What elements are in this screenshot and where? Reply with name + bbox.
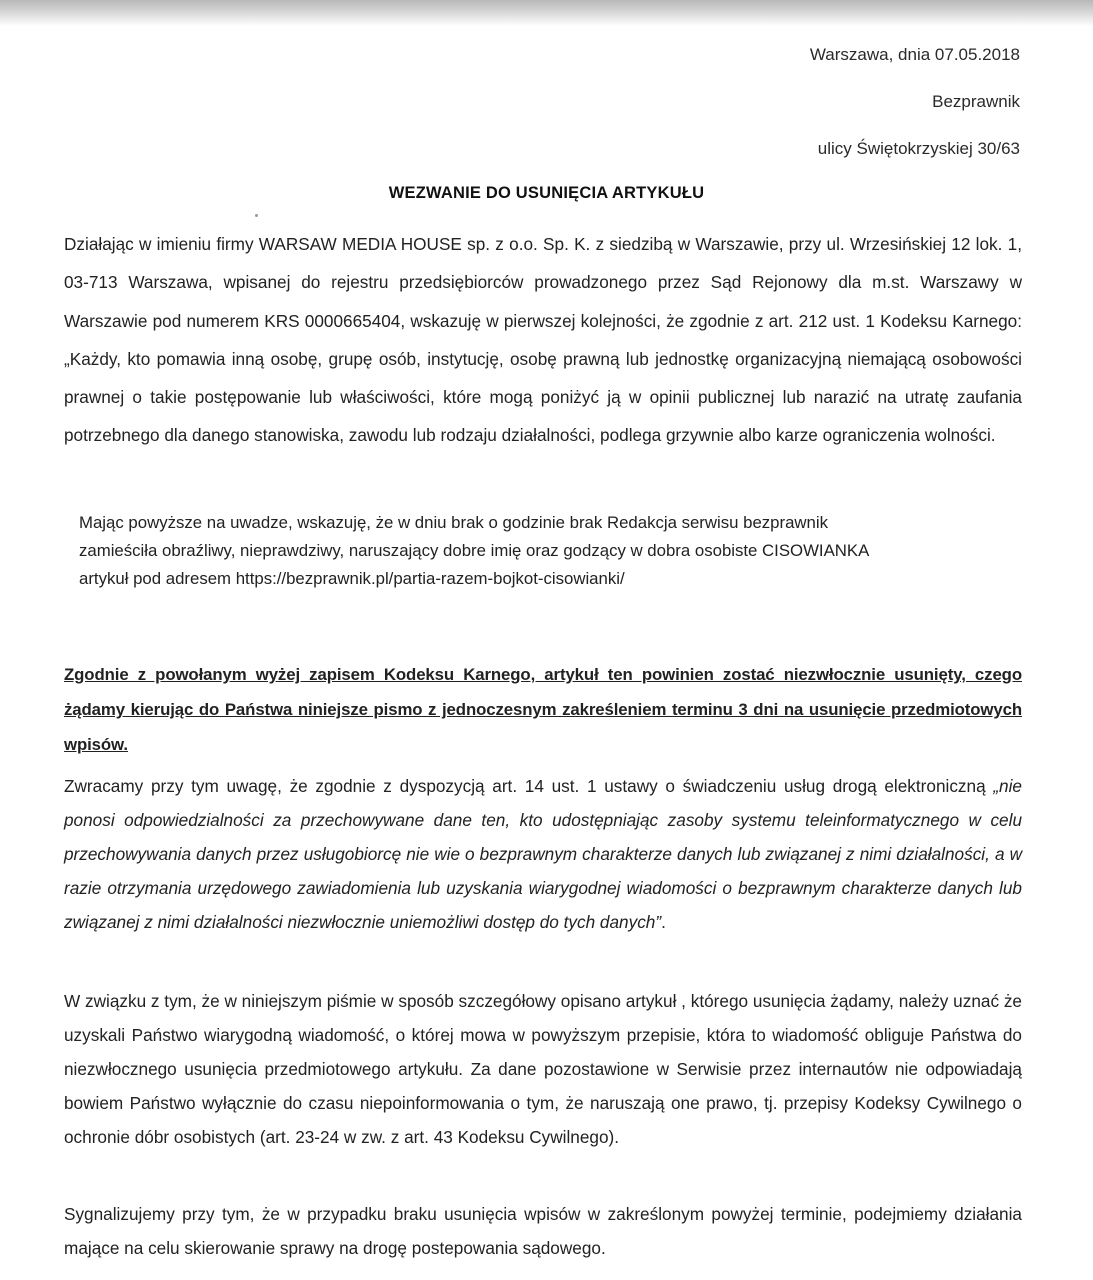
paragraph-legal-basis: Działając w imieniu firmy WARSAW MEDIA HOUSE sp. z o.o. Sp. K. z siedzibą w Warszawie, przy ul. Wrzesińskiej 12 lok. 1, 03-713 Warszawa, wpisanej do rejestru przedsiębiorców prowadzonego przez Sąd Rejonowy dla m.st. Warszawy w Warszawie pod numerem KRS 0000665404, wskazuję w pierwszej kolejności, że zgodnie z art. 212 ust. 1 Kodeksu Karnego: „Każdy, kto pomawia inną osobę, grupę osób, instytucję, osobę prawną lub jednostkę organizacyjną niemającą osobowości prawnej o takie postępowanie lub właściwości, które mogą poniżyć ją w opinii publicznej lub narazić na utratę zaufania potrzebnego dla danego stanowiska, zawodu lub rodzaju działalności, podlega grzywnie albo karze ograniczenia wolności. — [64, 234, 1022, 446]
citation-end: . — [661, 912, 666, 932]
recipient-address: ulicy Świętokrzyskiej 30/63 — [817, 139, 1020, 158]
paragraph-obligation: W związku z tym, że w niniejszym piśmie w sposób szczegółowy opisano artykuł , którego usunięcia żądamy, należy uznać że uzyskali Państwo wiarygodną wiadomość, o której mowa w powyższym przepisie, która to wiadomość obliguje Państwa do niezwłocznego usunięcia przedmiotowego artykułu. Za dane pozostawione w Serwisie przez internautów nie odpowiadają bowiem Państwo wyłącznie do czasu niepoinformowania o tym, że naruszają one prawo, tj. przepisy Kodeksy Cywilnego o ochronie dóbr osobistych (art. 23-24 w zw. z art. 43 Kodeksu Cywilnego). — [64, 991, 1022, 1147]
document-title: WEZWANIE DO USUNIĘCIA ARTYKUŁU — [388, 184, 705, 202]
place-date: Warszawa, dnia 07.05.2018 — [809, 45, 1020, 64]
paragraph-line: zamieściła obraźliwy, nieprawdziwy, naruszający dobre imię oraz godzący w dobra osobiste CISOWIANKA — [79, 541, 870, 560]
recipient-name: Bezprawnik — [932, 92, 1020, 111]
paragraph-law-citation — [64, 769, 1022, 939]
citation-quote: „nie ponosi odpowiedzialności za przechowywane dane ten, kto udostępniając zasoby systemu teleinformatycznego w celu przechowywania danych przez usługobiorcę nie wie o bezprawnym charakterze danych lub związanej z nimi działalności, a w razie otrzymania urzędowego zawiadomienia lub uzyskania wiarygodnej wiadomości o bezprawnym charakterze danych lub związanej z nimi działalności niezwłocznie uniemożliwi dostęp do tych danych” — [64, 776, 1022, 932]
paragraph-demand: Zgodnie z powołanym wyżej zapisem Kodeksu Karnego, artykuł ten powinien zostać niezwłocznie usunięty, czego żądamy kierując do Państwa niniejsze pismo z jednoczesnym zakreśleniem terminu 3 dni na usunięcie przedmiotowych wpisów. — [64, 665, 1022, 754]
citation-intro: Zwracamy przy tym uwagę, że zgodnie z dyspozycją art. 14 ust. 1 ustawy o świadczeniu usług drogą elektroniczną — [64, 776, 994, 796]
paragraph-warning: Sygnalizujemy przy tym, że w przypadku braku usunięcia wpisów w zakreślonym powyżej terminie, podejmiemy działania mające na celu skierowanie sprawy na drogę postepowania sądowego. — [64, 1204, 1022, 1258]
scan-speck — [255, 214, 258, 217]
scan-top-shadow — [0, 0, 1093, 26]
paragraph-article-info — [79, 509, 999, 593]
paragraph-line: artykuł pod adresem https://bezprawnik.pl/partia-razem-bojkot-cisowianki/ — [79, 569, 625, 588]
paragraph-line: Mając powyższe na uwadze, wskazuję, że w dniu brak o godzinie brak Redakcja serwisu bezprawnik — [79, 513, 828, 532]
